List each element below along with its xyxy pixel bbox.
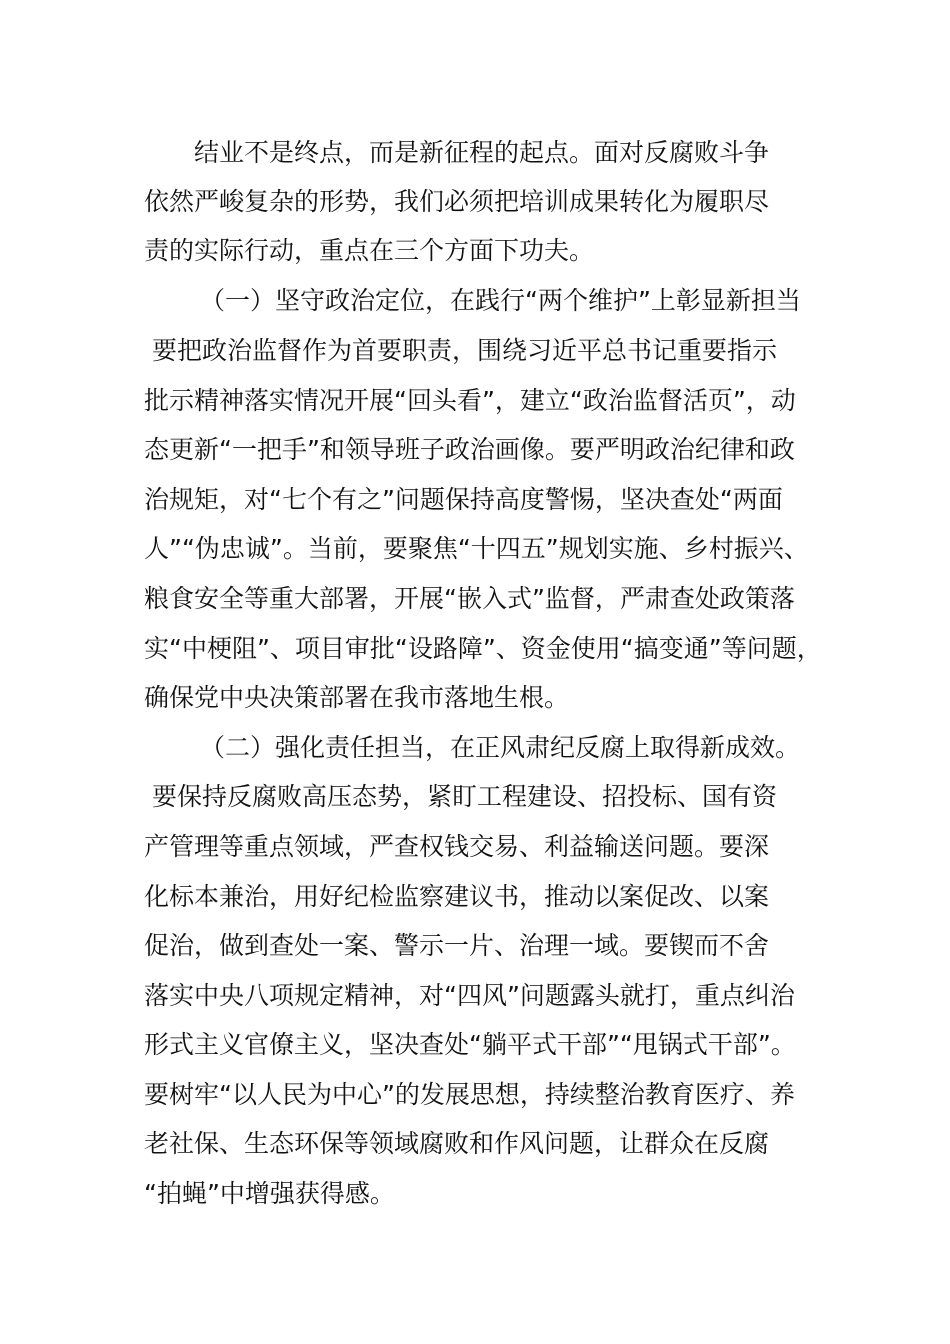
text-line-12: 确保党中央决策部署在我市落地生根。 bbox=[144, 683, 570, 712]
text-line-11: 实“中梗阻”、项目审批“设路障”、资金使用“搞变通”等问题， bbox=[144, 634, 822, 663]
text-line-21: 老社保、生态环保等领域腐败和作风问题，让群众在反腐 bbox=[144, 1129, 770, 1158]
text-line-18: 落实中央八项规定精神，对“四风”问题露头就打，重点纠治 bbox=[144, 981, 795, 1010]
section-heading-2: （二）强化责任担当，在正风肃纪反腐上取得新成效。 bbox=[200, 733, 801, 762]
text-line-20: 要树牢“以人民为中心”的发展思想，持续整治教育医疗、养 bbox=[144, 1080, 795, 1109]
text-line-1: 结业不是终点，而是新征程的起点。面对反腐败斗争 bbox=[194, 138, 770, 167]
text-line-9: 人”“伪忠诚”。当前，要聚焦“十四五”规划实施、乡村振兴、 bbox=[144, 534, 809, 563]
text-line-6: 批示精神落实情况开展“回头看”，建立“政治监督活页”，动 bbox=[144, 386, 796, 415]
text-line-22: “拍蝇”中增强获得感。 bbox=[144, 1179, 395, 1208]
text-line-5: 要把政治监督作为首要职责，围绕习近平总书记重要指示 bbox=[152, 336, 778, 365]
text-line-3: 责的实际行动，重点在三个方面下功夫。 bbox=[144, 236, 595, 265]
text-line-14: 要保持反腐败高压态势，紧盯工程建设、招投标、国有资 bbox=[152, 782, 778, 811]
text-line-15: 产管理等重点领域，严查权钱交易、利益输送问题。要深 bbox=[144, 832, 770, 861]
text-line-2: 依然严峻复杂的形势，我们必须把培训成果转化为履职尽 bbox=[144, 187, 770, 216]
text-line-7: 态更新“一把手”和领导班子政治画像。要严明政治纪律和政 bbox=[144, 435, 795, 464]
text-line-10: 粮食安全等重大部署，开展“嵌入式”监督，严肃查处政策落 bbox=[144, 584, 795, 613]
text-line-16: 化标本兼治，用好纪检监察建议书，推动以案促改、以案 bbox=[144, 882, 770, 911]
section-heading-1: （一）坚守政治定位，在践行“两个维护”上彰显新担当 bbox=[200, 286, 801, 315]
text-line-17: 促治，做到查处一案、警示一片、治理一域。要锲而不舍 bbox=[144, 931, 770, 960]
text-line-19: 形式主义官僚主义，坚决查处“躺平式干部”“甩锅式干部”。 bbox=[144, 1030, 796, 1059]
text-line-8: 治规矩，对“七个有之”问题保持高度警惕，坚决查处“两面 bbox=[144, 485, 783, 514]
